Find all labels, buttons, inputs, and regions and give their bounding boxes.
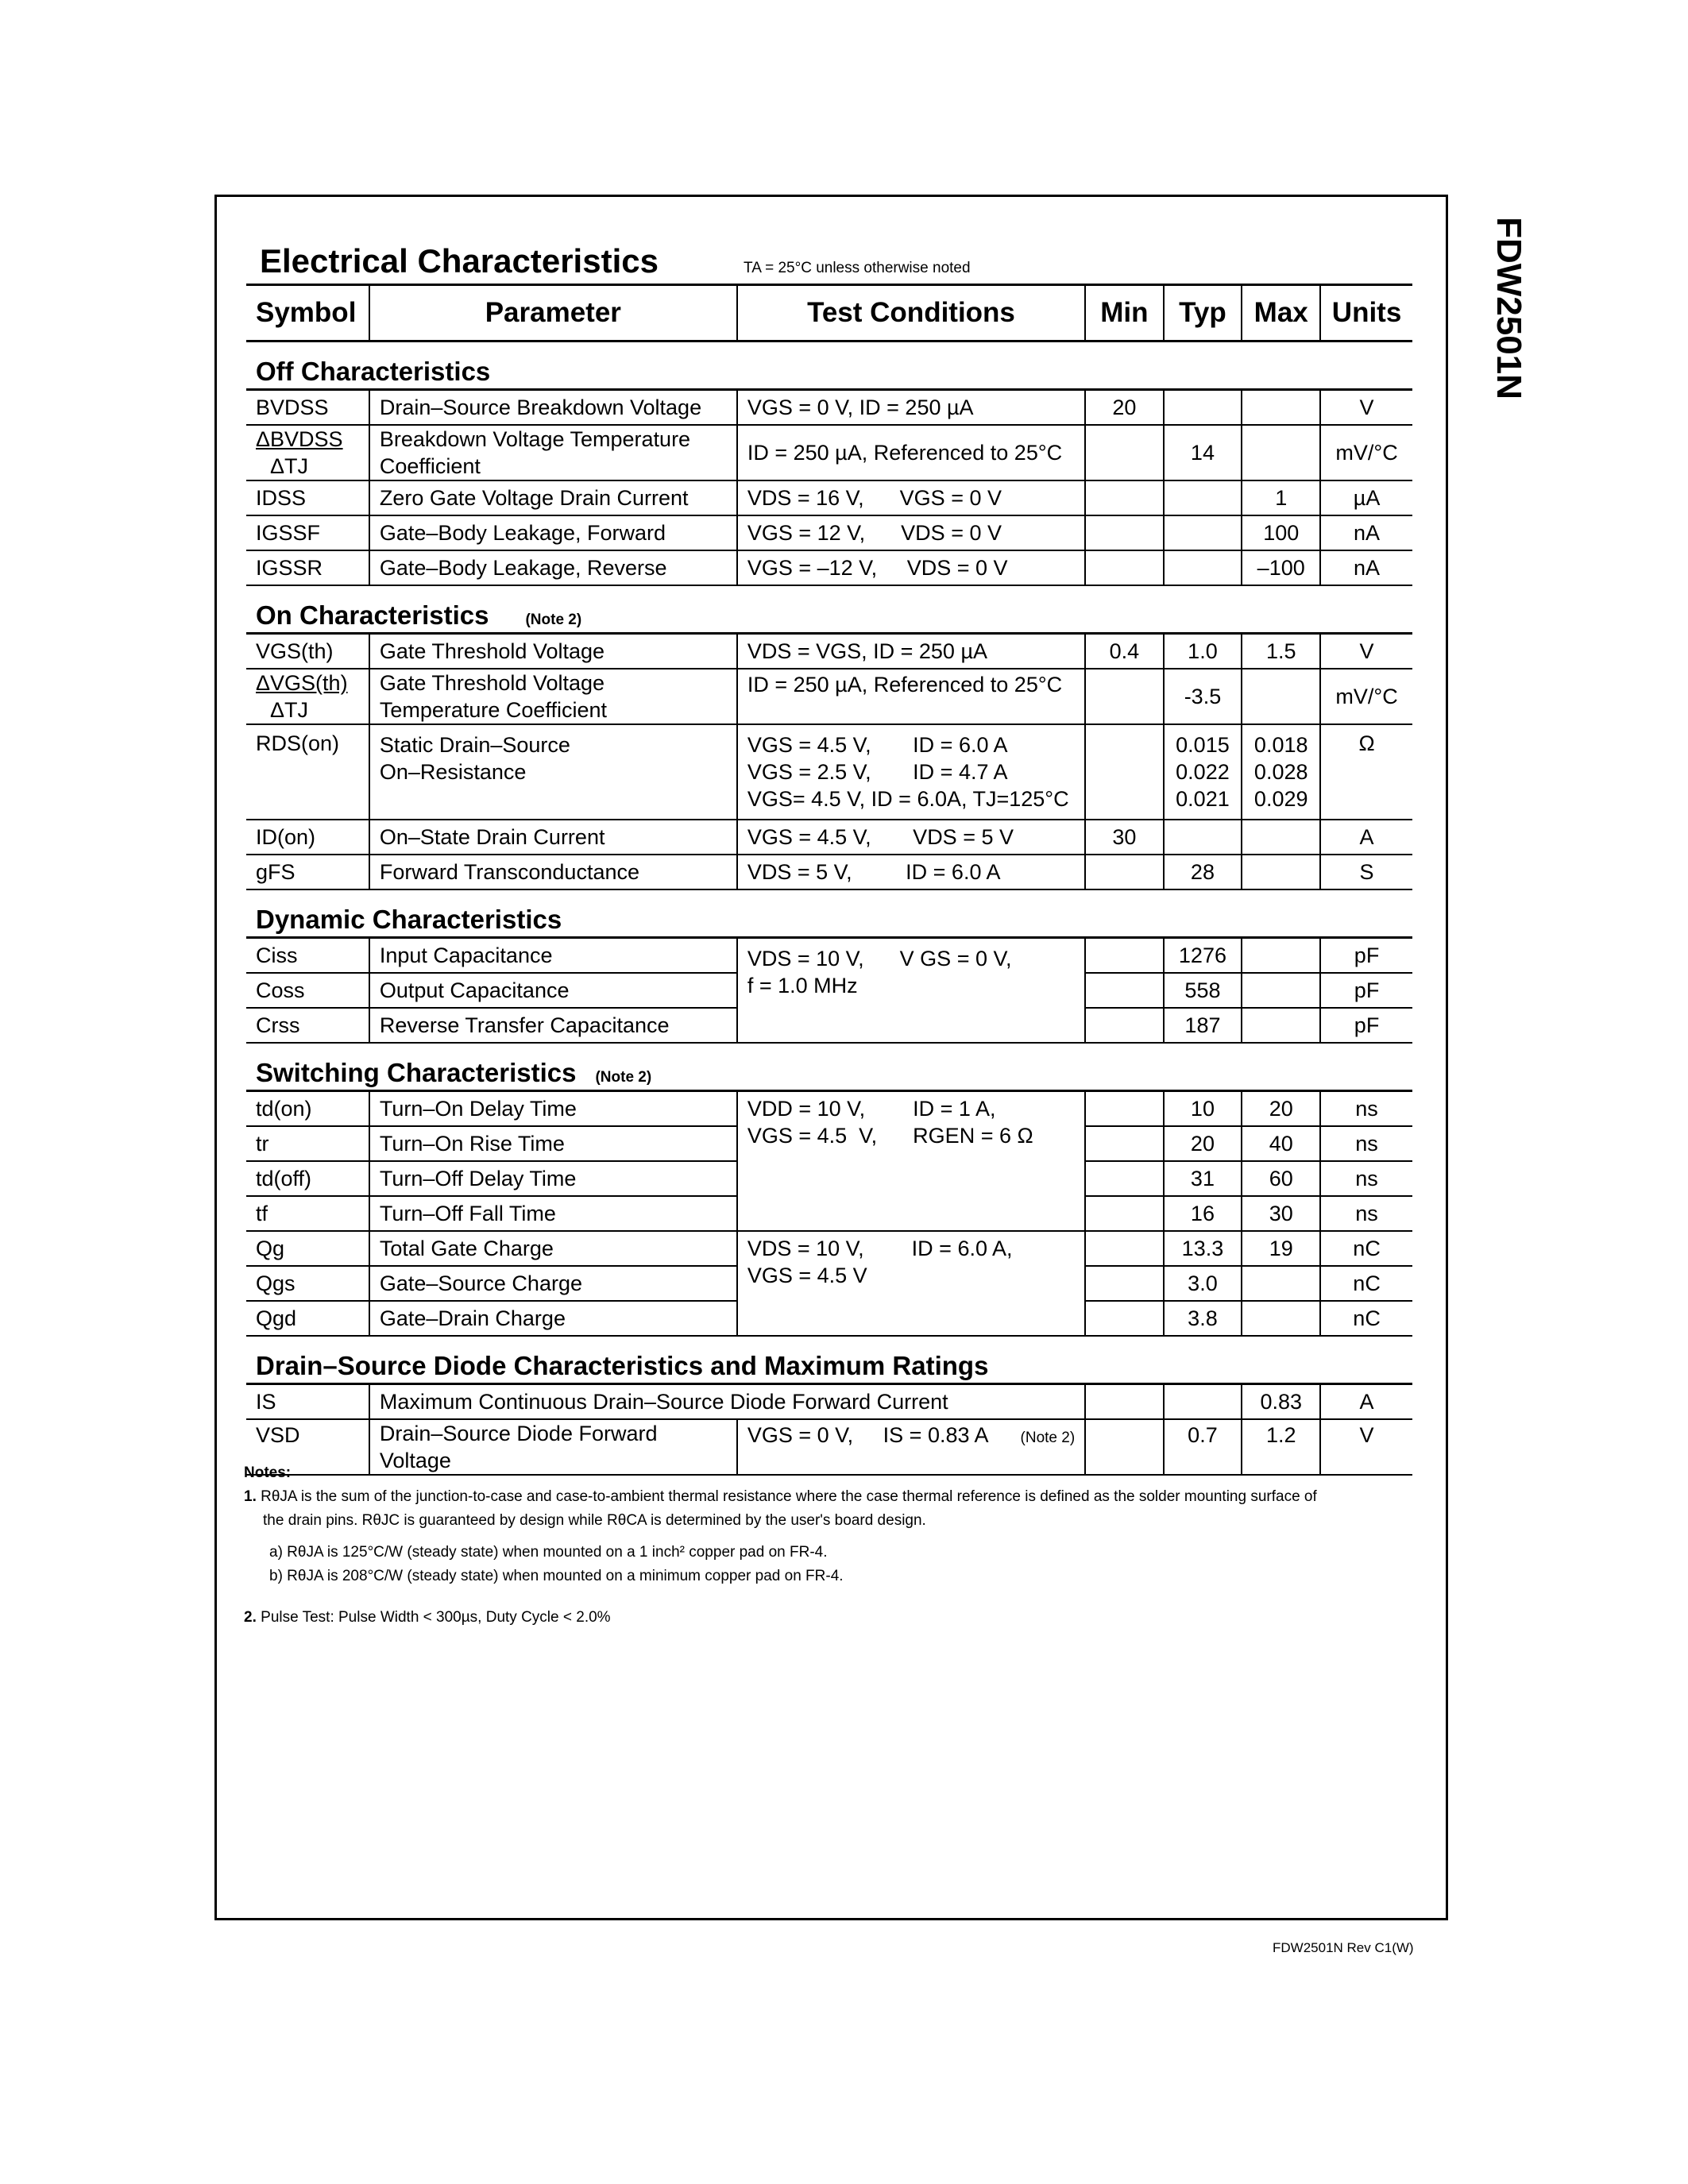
section-off: Off Characteristics	[246, 341, 1412, 390]
table-row: ΔBVDSS ΔTJ Breakdown Voltage Temperature Coefficient ID = 250 µA, Referenced to 25°C 14 mV/°C	[246, 425, 1412, 480]
section-diode: Drain–Source Diode Characteristics and Maximum Ratings	[246, 1336, 1412, 1384]
note-1: 1. RθJA is the sum of the junction-to-case and case-to-ambient thermal resistance where the case thermal reference is defined as the solder mounting surface of	[244, 1488, 1317, 1505]
table-row: BVDSS Drain–Source Breakdown Voltage VGS = 0 V, ID = 250 µA 20 V	[246, 390, 1412, 426]
table-header	[246, 285, 1412, 341]
page-title: Electrical Characteristics	[260, 242, 659, 280]
table-row: ΔVGS(th) ΔTJ Gate Threshold Voltage Temperature Coefficient ID = 250 µA, Referenced to 25°C -3.5 mV/°C	[246, 669, 1412, 724]
table-row: IGSSR Gate–Body Leakage, Reverse VGS = –12 V, VDS = 0 V –100 nA	[246, 550, 1412, 585]
section-on: On Characteristics (Note 2)	[246, 585, 1412, 634]
table-row: ID(on) On–State Drain Current VGS = 4.5 V, VDS = 5 V 30 A	[246, 820, 1412, 855]
notes-heading: Notes:	[244, 1464, 292, 1481]
col-units: Units	[1320, 285, 1412, 341]
table-row: gFS Forward Transconductance VDS = 5 V, ID = 6.0 A 28 S	[246, 855, 1412, 889]
table-row: RDS(on) Static Drain–Source On–Resistance VGS = 4.5 V, ID = 6.0 A VGS = 2.5 V, ID = 4.7 A VGS= 4.5 V, ID = 6.0A, TJ=125°C 0.015 0.022 0.021 0.018 0.028 0.029 Ω	[246, 724, 1412, 820]
electrical-characteristics-table	[246, 284, 1412, 1476]
notes-section	[244, 1461, 1420, 1630]
col-typ: Typ	[1164, 285, 1242, 341]
table-row: td(off) Turn–Off Delay Time 31 60 ns	[246, 1161, 1412, 1196]
side-part-number: FDW2501N	[1489, 217, 1528, 399]
table-row: Qgd Gate–Drain Charge 3.8 nC	[246, 1301, 1412, 1336]
table-row: Coss Output Capacitance 558 pF	[246, 973, 1412, 1008]
table-row: tf Turn–Off Fall Time 16 30 ns	[246, 1196, 1412, 1231]
table-row: IDSS Zero Gate Voltage Drain Current VDS = 16 V, VGS = 0 V 1 µA	[246, 480, 1412, 515]
section-switching: Switching Characteristics (Note 2)	[246, 1043, 1412, 1091]
table-row: VSD Drain–Source Diode Forward Voltage VGS = 0 V, IS = 0.83 A (Note 2) 0.7 1.2 V	[246, 1419, 1412, 1475]
table-row: Qgs Gate–Source Charge 3.0 nC	[246, 1266, 1412, 1301]
table-row: td(on) Turn–On Delay Time VDD = 10 V, ID = 1 A, VGS = 4.5 V, RGEN = 6 Ω 10 20 ns	[246, 1091, 1412, 1127]
table-row: Crss Reverse Transfer Capacitance 187 pF	[246, 1008, 1412, 1043]
note-1a: a) RθJA is 125°C/W (steady state) when mounted on a 1 inch² copper pad on FR-4.	[269, 1544, 828, 1561]
note-2: 2. Pulse Test: Pulse Width < 300µs, Duty Cycle < 2.0%	[244, 1609, 611, 1626]
title-note: TA = 25°C unless otherwise noted	[744, 260, 971, 276]
footer-revision: FDW2501N Rev C1(W)	[1273, 1940, 1414, 1955]
note-1-cont: the drain pins. RθJC is guaranteed by design while RθCA is determined by the user's board design.	[263, 1512, 926, 1529]
table-row: VGS(th) Gate Threshold Voltage VDS = VGS, ID = 250 µA 0.4 1.0 1.5 V	[246, 634, 1412, 669]
table-row: Qg Total Gate Charge VDS = 10 V, ID = 6.0 A, VGS = 4.5 V 13.3 19 nC	[246, 1231, 1412, 1266]
table-row: IS Maximum Continuous Drain–Source Diode Forward Current 0.83 A	[246, 1384, 1412, 1420]
note-1b: b) RθJA is 208°C/W (steady state) when mounted on a minimum copper pad on FR-4.	[269, 1568, 844, 1584]
col-parameter: Parameter	[369, 285, 737, 341]
table-row: Ciss Input Capacitance VDS = 10 V, V GS = 0 V, f = 1.0 MHz 1276 pF	[246, 938, 1412, 974]
section-dynamic: Dynamic Characteristics	[246, 889, 1412, 938]
col-symbol: Symbol	[246, 285, 369, 341]
table-row: tr Turn–On Rise Time 20 40 ns	[246, 1126, 1412, 1161]
col-max: Max	[1242, 285, 1320, 341]
col-min: Min	[1085, 285, 1163, 341]
col-test-conditions: Test Conditions	[737, 285, 1085, 341]
table-row: IGSSF Gate–Body Leakage, Forward VGS = 12 V, VDS = 0 V 100 nA	[246, 515, 1412, 550]
